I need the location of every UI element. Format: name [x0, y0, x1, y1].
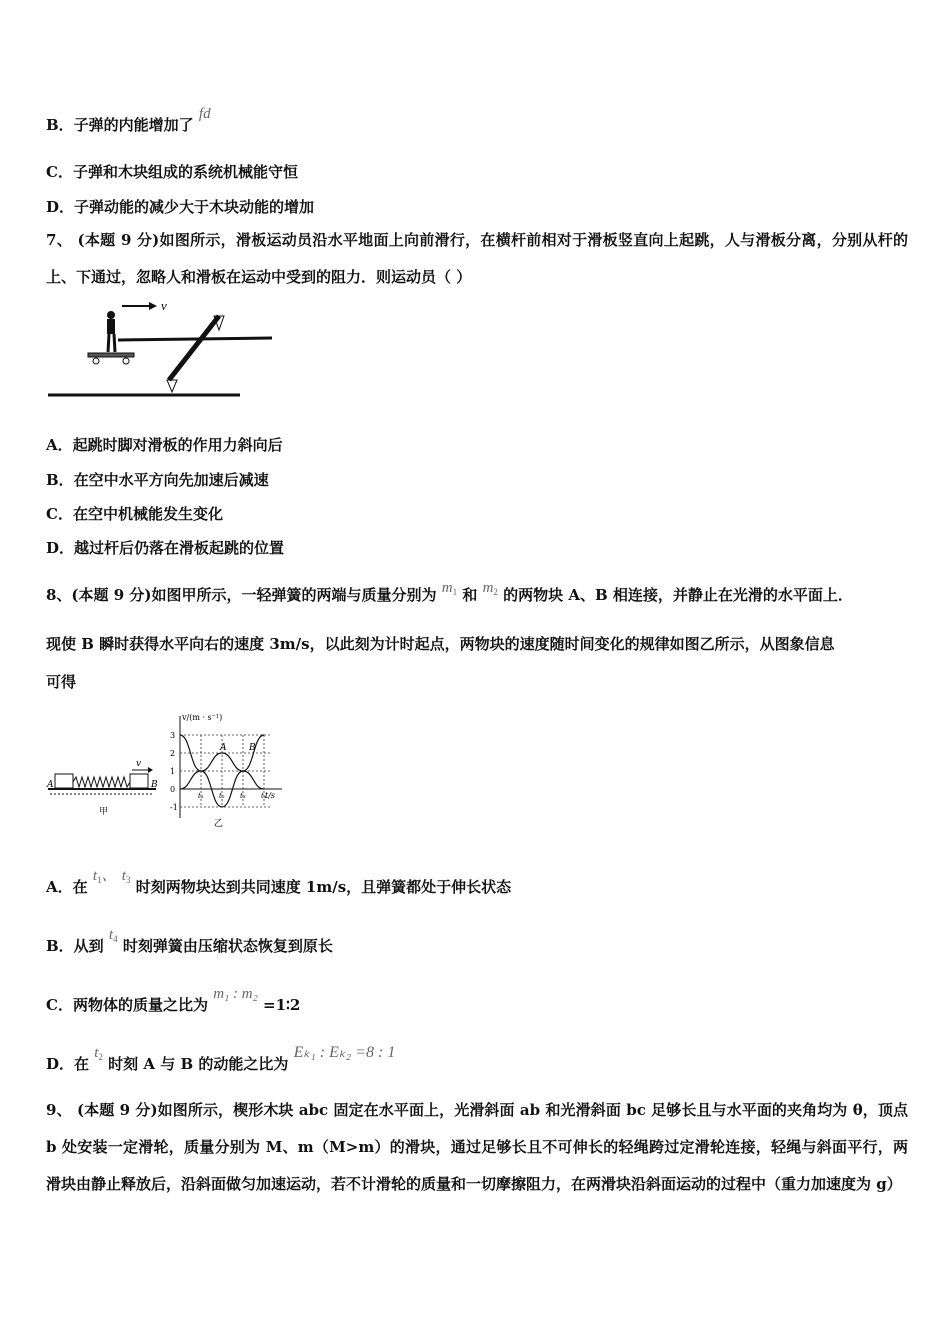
x-tick-label: t₄ — [261, 792, 267, 800]
caption-yi: 乙 — [214, 819, 224, 829]
q8-stem-line2: 现使 B 瞬时获得水平向右的速度 3m/s，以此刻为计时起点，两物块的速度随时间变化的规律如图乙所示，从图象信息 — [46, 635, 835, 653]
q7-stem: 7、 (本题 9 分)如图所示，滑板运动员沿水平地面上向前滑行，在横杆前相对于滑板竖直向上起跳，人与滑板分离，分别从杆的上、下通过，忽略人和滑板在运动中受到的阻力．则运动员（ ） — [46, 231, 908, 286]
v-arrowhead — [148, 767, 153, 773]
t2-symbol — [94, 1045, 103, 1061]
m1-letter: m — [441, 580, 453, 596]
y-axis-label: v/(m · s⁻¹) — [182, 713, 223, 722]
wheel-right — [123, 358, 129, 364]
lower-support — [167, 380, 177, 392]
q8-stem-part2: 的两物块 A、B 相连接，并静止在光滑的水平面上． — [503, 586, 853, 604]
q8-option-b — [46, 927, 333, 956]
t1-symbol — [93, 868, 102, 884]
q7-option-b: B．在空中水平方向先加速后减速 — [46, 471, 269, 489]
q8-option-b-post: 时刻弹簧由压缩状态恢复到原长 — [122, 937, 333, 955]
q7-figure — [44, 296, 276, 402]
spring — [73, 777, 130, 787]
skater-leg-left — [108, 334, 109, 352]
skater-body — [107, 319, 115, 334]
crossbar — [169, 316, 219, 380]
m2-subscript: 2 — [493, 587, 498, 597]
q9-stem: 9、 (本题 9 分)如图所示，楔形木块 abc 固定在水平面上，光滑斜面 ab 和光滑斜面 bc 足够长且与水平面的夹角均为 θ，顶点 b 处安装一定滑轮，质量分别为 M、m（M>m）的滑块，通过足够长且不可伸长的轻绳跨过定滑轮连接，轻绳与斜面平行，两滑块由静止释放后，沿斜面做匀加速运动，若不计滑轮的质量和一切摩擦阻力，在两滑块沿斜面运动的过程中（重力加速度为 g） — [46, 1101, 908, 1193]
q8-stem-line3: 可得 — [46, 673, 77, 691]
block-b — [130, 774, 148, 788]
m2-letter: m — [482, 580, 494, 596]
t3-subscript: 3 — [125, 875, 131, 885]
m2-symbol — [483, 580, 498, 596]
t1-letter: t — [92, 868, 98, 884]
q6-option-d: D．子弹动能的减少大于木块动能的增加 — [46, 198, 315, 216]
x-tick-label: t₃ — [240, 792, 246, 800]
crossbar-upper-level — [118, 338, 272, 340]
x-tick-label: t₂ — [219, 792, 225, 800]
t4-symbol — [109, 927, 118, 943]
y-tick-label: 1 — [170, 767, 176, 776]
q6-option-b — [46, 106, 211, 135]
t-separator: 、 — [101, 868, 117, 884]
caption-jia: 甲 — [99, 807, 109, 817]
q8-stem-part1: 8、(本题 9 分)如图甲所示，一轻弹簧的两端与质量分别为 — [46, 586, 437, 604]
q8-option-a-pre: A．在 — [46, 878, 88, 896]
y-tick-label: 2 — [170, 749, 176, 758]
skater-leg-right — [114, 334, 115, 352]
wheel-left — [93, 358, 99, 364]
mass-ratio-math: m₁ : m₂ — [213, 986, 258, 1002]
q8-option-c-post: =1∶2 — [263, 996, 301, 1014]
t4-letter: t — [108, 927, 114, 943]
t2-letter: t — [94, 1045, 99, 1061]
m1-symbol — [442, 580, 457, 596]
q8-option-d — [46, 1044, 396, 1074]
curve-label-b: B — [249, 743, 256, 753]
y-tick-label: -1 — [170, 803, 178, 812]
y-tick-label: 0 — [170, 785, 176, 794]
q8-option-c-pre: C．两物体的质量之比为 — [46, 996, 208, 1014]
t3-letter: t — [121, 868, 126, 884]
label-b: B — [151, 780, 158, 790]
y-tick-label: 3 — [170, 731, 176, 740]
t2-subscript: 2 — [98, 1052, 103, 1062]
q8-figure-left — [44, 702, 166, 832]
q8-vt-chart — [164, 706, 294, 834]
q8-option-d-pre: D．在 — [46, 1055, 90, 1073]
q7-option-d: D．越过杆后仍落在滑板起跳的位置 — [46, 539, 285, 557]
q6-option-b-text: B．子弹的内能增加了 — [46, 116, 194, 134]
q7-figure-label-v: v — [161, 298, 167, 313]
q8-option-c — [46, 986, 301, 1015]
kinetic-energy-ratio-math: Eₖ₁ : Eₖ₂ =8 : 1 — [293, 1044, 396, 1061]
label-v: v — [136, 759, 142, 769]
t4-subscript: 4 — [113, 934, 118, 944]
skater-head — [107, 311, 115, 319]
q6-option-c: C．子弹和木块组成的系统机械能守恒 — [46, 163, 298, 181]
q8-option-a — [46, 868, 512, 897]
t3-symbol — [122, 868, 131, 884]
m1-subscript: 1 — [452, 587, 458, 597]
q8-option-a-post: 时刻两物块达到共同速度 1m/s，且弹簧都处于伸长状态 — [135, 878, 512, 896]
q7-option-a: A．起跳时脚对滑板的作用力斜向后 — [46, 436, 283, 454]
velocity-arrowhead — [149, 302, 157, 310]
t1-subscript: 1 — [97, 875, 102, 885]
q8-and: 和 — [462, 586, 483, 604]
block-a — [55, 774, 73, 788]
q8-option-d-mid: 时刻 A 与 B 的动能之比为 — [108, 1055, 289, 1073]
x-tick-label: t₁ — [198, 792, 204, 800]
curve-label-a: A — [220, 743, 227, 753]
skateboard — [88, 353, 134, 357]
q6-option-b-math: fd — [198, 106, 211, 122]
label-a: A — [47, 780, 54, 790]
q7-option-c: C．在空中机械能发生变化 — [46, 505, 223, 523]
q8-stem-line1 — [46, 580, 853, 605]
q8-option-b-pre: B．从到 — [46, 937, 104, 955]
x-axis-label: t/s — [265, 791, 276, 800]
